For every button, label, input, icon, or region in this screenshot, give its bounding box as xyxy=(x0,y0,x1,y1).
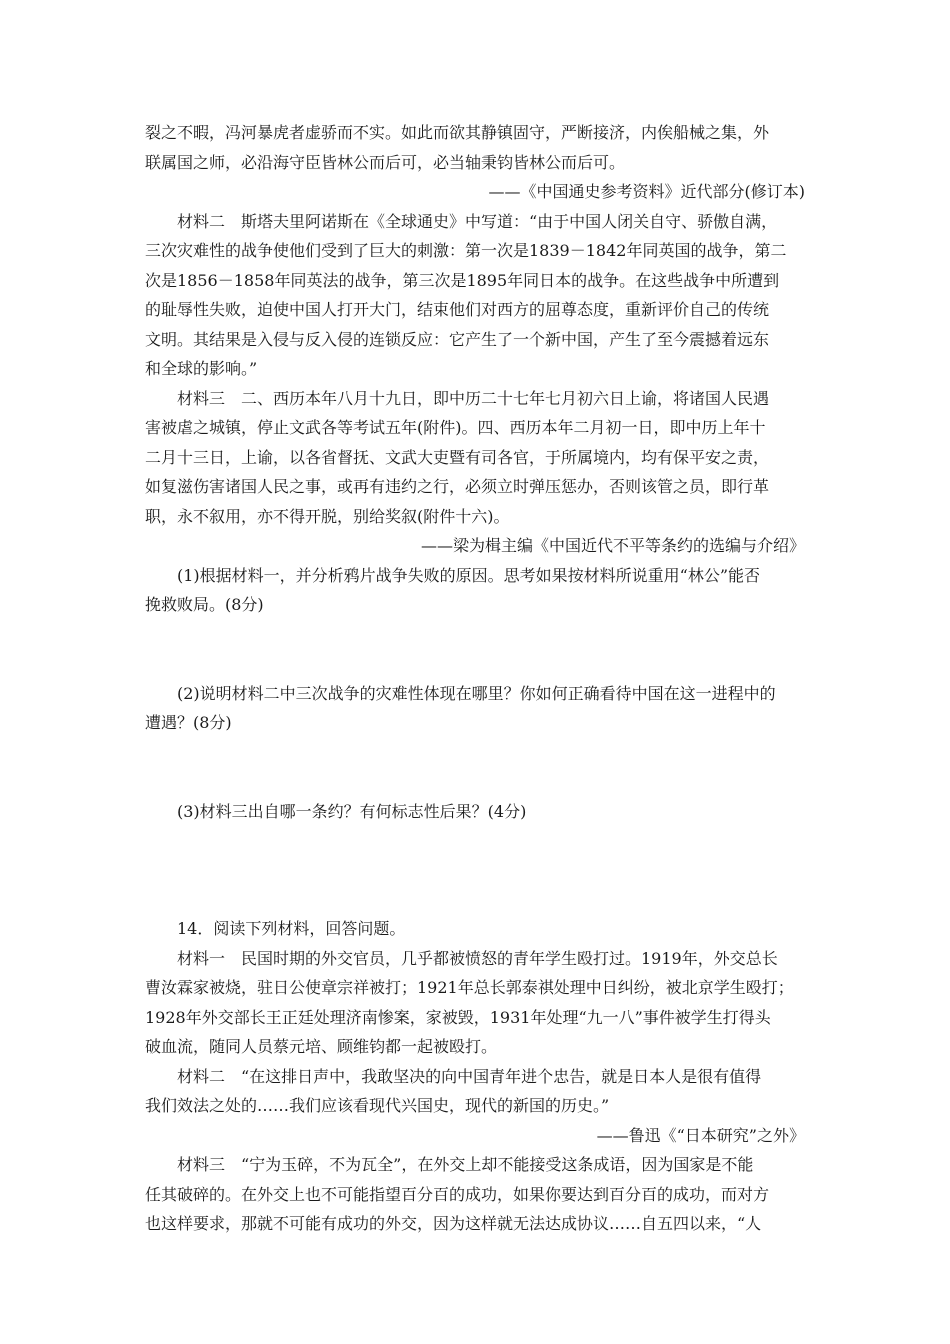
text-line: 也这样要求，那就不可能有成功的外交，因为这样就无法达成协议……自五四以来，“人 xyxy=(145,1214,762,1233)
text-line: 次是1856－1858年同英法的战争，第三次是1895年同日本的战争。在这些战争中所遭到 xyxy=(145,271,780,290)
text-line: 我们效法之处的……我们应该看现代兴国史，现代的新国的历史。” xyxy=(145,1096,610,1115)
question-3: (3)材料三出自哪一条约？有何标志性后果？(4分) xyxy=(177,802,527,821)
question-1: (1)根据材料一，并分析鸦片战争失败的原因。思考如果按材料所说重用“林公”能否 xyxy=(177,566,761,585)
text-line: 害被虐之城镇，停止文武各等考试五年(附件)。四、西历本年二月初一日，即中历上年十 xyxy=(145,418,766,437)
text-line: 二月十三日，上谕，以各省督抚、文武大吏暨有司各官，于所属境内，均有保平安之责， xyxy=(145,448,770,467)
text-line: 遭遇？(8分) xyxy=(145,713,232,732)
material-paragraph-start: 材料二 “在这排日声中，我敢坚决的向中国青年进个忠告，就是日本人是很有值得 xyxy=(177,1067,762,1086)
text-line: 如复滋伤害诸国人民之事，或再有违约之行，必须立时弹压惩办，否则该管之员，即行革 xyxy=(145,477,770,496)
source-citation: ——《中国通史参考资料》近代部分(修订本) xyxy=(488,182,805,201)
text-line: 文明。其结果是入侵与反入侵的连锁反应：它产生了一个新中国，产生了至今震撼着远东 xyxy=(145,330,770,349)
question-2: (2)说明材料二中三次战争的灾难性体现在哪里？你如何正确看待中国在这一进程中的 xyxy=(177,684,776,703)
question-14-heading: 14．阅读下列材料，回答问题。 xyxy=(177,919,406,938)
text-line: 三次灾难性的战争使他们受到了巨大的刺激：第一次是1839－1842年同英国的战争，第二 xyxy=(145,241,787,260)
source-citation: ——梁为楫主编《中国近代不平等条约的选编与介绍》 xyxy=(420,536,805,555)
material-paragraph-start: 材料三 二、西历本年八月十九日，即中历二十七年七月初六日上谕，将诸国人民遇 xyxy=(177,389,770,408)
text-line: 联属国之师，必沿海守臣皆林公而后可，必当轴秉钧皆林公而后可。 xyxy=(145,153,626,172)
material-paragraph-start: 材料一 民国时期的外交官员，几乎都被愤怒的青年学生殴打过。1919年，外交总长 xyxy=(177,949,778,968)
text-line: 职，永不叙用，亦不得开脱，别给奖叙(附件十六)。 xyxy=(145,507,510,526)
text-line: 和全球的影响。” xyxy=(145,359,258,378)
material-paragraph-start: 材料二 斯塔夫里阿诺斯在《全球通史》中写道：“由于中国人闭关自守、骄傲自满， xyxy=(177,212,778,231)
text-line: 的耻辱性失败，迫使中国人打开大门，结束他们对西方的屈尊态度，重新评价自己的传统 xyxy=(145,300,770,319)
text-line: 破血流，随同人员蔡元培、顾维钧都一起被殴打。 xyxy=(145,1037,498,1056)
text-line: 曹汝霖家被烧，驻日公使章宗祥被打；1921年总长郭泰祺处理中日纠纷，被北京学生殴打； xyxy=(145,978,794,997)
text-line: 挽救败局。(8分) xyxy=(145,595,264,614)
text-line: 任其破碎的。在外交上也不可能指望百分百的成功，如果你要达到百分百的成功，而对方 xyxy=(145,1185,770,1204)
material-paragraph-start: 材料三 “宁为玉碎，不为瓦全”，在外交上却不能接受这条成语，因为国家是不能 xyxy=(177,1155,754,1174)
source-citation: ——鲁迅《“日本研究”之外》 xyxy=(596,1126,805,1145)
text-line: 裂之不暇，冯河暴虎者虚骄而不实。如此而欲其静镇固守，严断接济，内俟船械之集，外 xyxy=(145,123,770,142)
text-line: 1928年外交部长王正廷处理济南惨案，家被毁，1931年处理“九一八”事件被学生打得头 xyxy=(145,1008,771,1027)
